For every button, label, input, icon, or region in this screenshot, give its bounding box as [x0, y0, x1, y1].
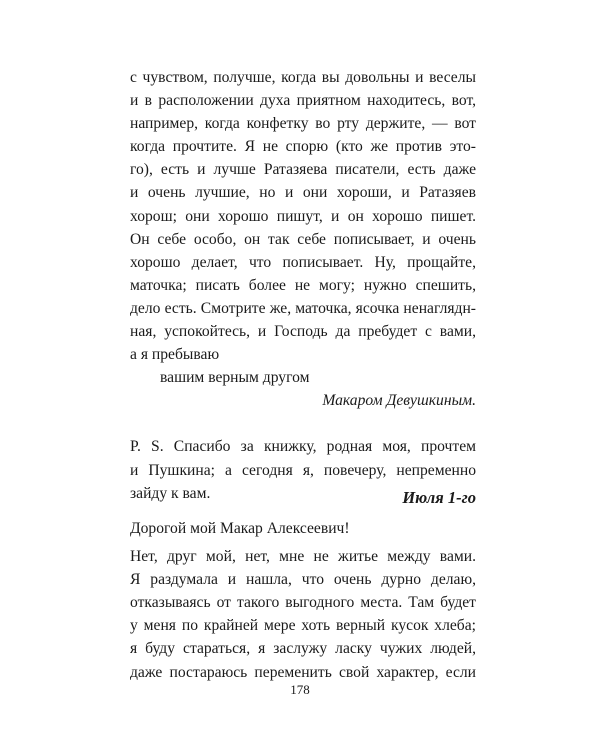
text-line: хорошо делает, что пописывает. Ну, прощайте, — [130, 253, 476, 271]
text-line: зайду к вам. — [130, 484, 211, 502]
page-number: 178 — [290, 682, 310, 697]
text-line: отказываясь от такого выгодного места. Там будет — [130, 594, 476, 612]
text-line: ная, успокойтесь, и Господь да пребудет с вами, — [130, 323, 476, 341]
text-line: Нет, друг мой, нет, мне не житье между вами. — [130, 548, 476, 566]
text-line: дело есть. Смотрите же, маточка, ясочка ненаглядн- — [130, 299, 476, 317]
text-line: когда прочтите. Я не спорю (кто же против это- — [130, 138, 476, 156]
text-line: маточка; писать более не могу; нужно спешить, — [130, 276, 476, 294]
text-line: с чувством, получше, когда вы довольны и веселы — [130, 69, 476, 86]
text-line: и Пушкина; а сегодня я, повечеру, непременно — [130, 461, 476, 479]
text-line: P. S. Спасибо за книжку, родная моя, прочтем — [130, 438, 476, 456]
text-line: го), есть и лучше Ратазяева писатели, есть даже — [130, 161, 476, 179]
letter-closing: вашим верным другом — [160, 369, 310, 387]
text-line: и очень лучшие, но и они хороши, и Ратазяев — [130, 184, 476, 202]
letter-one — [130, 66, 476, 505]
text-line: хорош; они хорошо пишут, и он хорошо пишет. — [130, 207, 476, 225]
text-line: у меня по крайней мере хоть верный кусок хлеба; — [130, 617, 476, 635]
text-line: я буду стараться, я заслужу ласку чужих людей, — [130, 640, 476, 658]
text-line: например, когда конфетку во рту держите, — вот — [130, 115, 476, 133]
text-line: Он себе особо, он так себе пописывает, и очень — [130, 230, 476, 248]
text-line: и в расположении духа приятном находитесь, вот, — [130, 92, 476, 110]
text-line: даже постараюсь переменить свой характер, если — [130, 663, 476, 681]
letter-greeting: Дорогой мой Макар Алексеевич! — [130, 520, 350, 537]
letter-date-heading: Июля 1-го — [402, 488, 476, 507]
letter-two — [130, 517, 476, 684]
letter-signature: Макаром Девушкиным. — [322, 392, 476, 410]
text-line: а я пребываю — [130, 346, 220, 364]
text-line: Я раздумала и нашла, что очень дурно делаю, — [130, 571, 476, 589]
